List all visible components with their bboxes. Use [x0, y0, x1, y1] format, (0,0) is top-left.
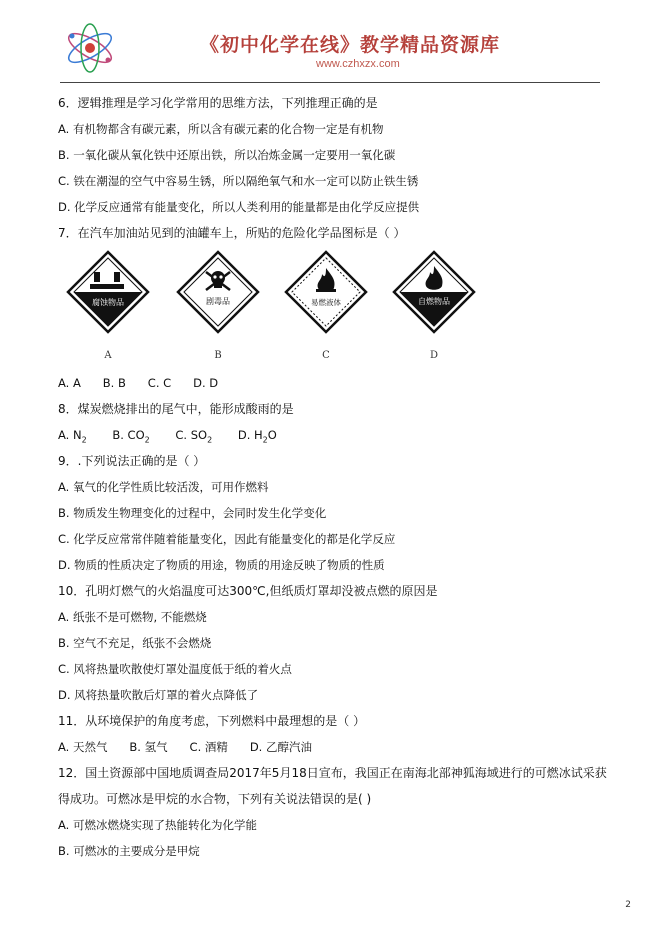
- toxic-sign: [176, 250, 260, 334]
- q6-option-d: D. 化学反应通常有能量变化，所以人类利用的能量都是由化学反应提供: [58, 200, 420, 214]
- q10-option-b: B. 空气不充足，纸张不会燃烧: [58, 636, 212, 650]
- q7-options: A. A B. B C. C D. D: [58, 376, 219, 390]
- q11-options: A. 天然气 B. 氢气 C. 酒精 D. 乙醇汽油: [58, 740, 312, 754]
- q10-option-c: C. 风将热量吹散使灯罩处温度低于纸的着火点: [58, 662, 292, 676]
- q9-option-b: B. 物质发生物理变化的过程中，会同时发生化学变化: [58, 506, 327, 520]
- q9-stem: 9．.下列说法正确的是（ ）: [58, 454, 206, 468]
- sign-d-letter: D: [429, 350, 439, 361]
- flammable-liquid-sign: [284, 250, 368, 334]
- q9-option-d: D. 物质的性质决定了物质的用途，物质的用途反映了物质的性质: [58, 558, 385, 572]
- question-list: [58, 90, 608, 864]
- sign-a-label: 腐蚀物品: [92, 298, 124, 307]
- q12-option-b: B. 可燃冰的主要成分是甲烷: [58, 844, 200, 858]
- spontaneous-combustion-sign: [392, 250, 476, 334]
- header-url: www.czhxzx.com: [316, 58, 400, 70]
- sign-c-label: 易燃液体: [311, 298, 341, 307]
- q12-stem-line2: 得成功。可燃冰是甲烷的水合物，下列有关说法错误的是( ): [58, 792, 372, 806]
- q7-stem: 7．在汽车加油站见到的油罐车上，所贴的危险化学品图标是（ ）: [58, 226, 406, 240]
- q6-option-c: C. 铁在潮湿的空气中容易生锈，所以隔绝氧气和水一定可以防止铁生锈: [58, 174, 419, 188]
- page-number: 2: [625, 900, 631, 910]
- atom-logo-icon: [60, 18, 120, 78]
- q8-option-a: A. $N_2$: [58, 428, 87, 445]
- sign-d-label: 自燃物品: [418, 297, 450, 306]
- q9-option-a: A. 氧气的化学性质比较活泼，可用作燃料: [58, 480, 269, 494]
- q10-option-a: A. 纸张不是可燃物, 不能燃烧: [58, 610, 207, 624]
- q11-stem: 11．从环境保护的角度考虑，下列燃料中最理想的是（ ）: [58, 714, 366, 728]
- sign-a-letter: A: [104, 350, 112, 361]
- header-title: 《初中化学在线》教学精品资源库: [200, 34, 501, 56]
- q6-option-a: A. 有机物都含有碳元素，所以含有碳元素的化合物一定是有机物: [58, 122, 384, 136]
- sign-c-letter: C: [322, 350, 330, 361]
- sign-b-label: 剧毒品: [206, 297, 230, 306]
- q12-option-a: A. 可燃冰燃烧实现了热能转化为化学能: [58, 818, 257, 832]
- q10-option-d: D. 风将热量吹散后灯罩的着火点降低了: [58, 688, 259, 702]
- q9-option-c: C. 化学反应常常伴随着能量变化，因此有能量变化的都是化学反应: [58, 532, 396, 546]
- hazard-sign-row: [58, 246, 608, 370]
- q8-option-b: B. $CO_2$: [112, 428, 150, 445]
- header-divider: [60, 82, 600, 83]
- page-header: [60, 18, 600, 78]
- q6-stem: 6．逻辑推理是学习化学常用的思维方法，下列推理正确的是: [58, 96, 378, 110]
- corrosive-sign: [66, 250, 150, 334]
- q6-option-b: B. 一氧化碳从氧化铁中还原出铁，所以冶炼金属一定要用一氧化碳: [58, 148, 396, 162]
- q8-option-d: D. $H_2O$: [237, 428, 277, 445]
- q8-stem: 8．煤炭燃烧排出的尾气中，能形成酸雨的是: [58, 402, 294, 416]
- q10-stem: 10．孔明灯燃气的火焰温度可达300℃,但纸质灯罩却没被点燃的原因是: [58, 584, 438, 598]
- q12-stem-line1: 12．国土资源部中国地质调查局2017年5月18日宣布，我国正在南海北部神狐海域进行的可燃冰试采获: [58, 766, 607, 780]
- sign-b-letter: B: [214, 350, 222, 361]
- q8-options: [58, 422, 608, 448]
- q8-option-c: C. $SO_2$: [175, 428, 213, 445]
